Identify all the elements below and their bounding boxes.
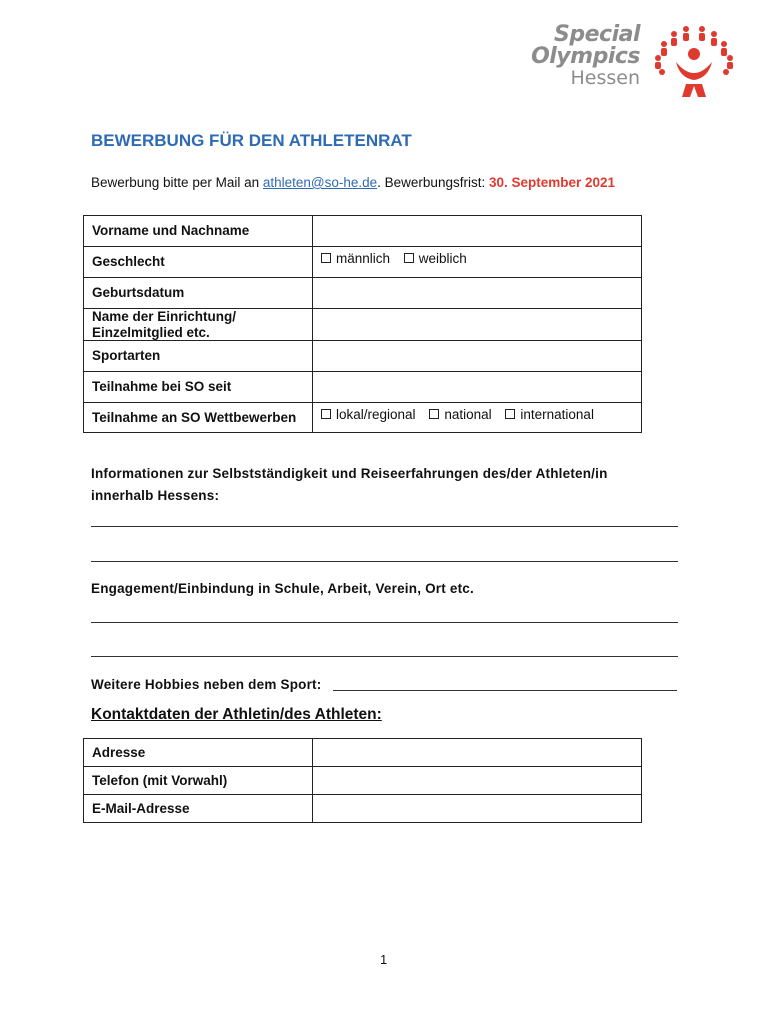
special-olympics-emblem-icon <box>646 22 742 100</box>
competition-option-national[interactable] <box>429 407 491 422</box>
address-field[interactable] <box>313 739 642 767</box>
field-label: Geburtsdatum <box>84 278 313 309</box>
intro-middle: . Bewerbungsfrist: <box>377 175 489 190</box>
logo-line-3: Hessen <box>570 67 640 89</box>
logo-text <box>531 24 640 88</box>
table-row <box>84 739 642 767</box>
gender-option-female[interactable] <box>404 251 467 266</box>
intro-prefix: Bewerbung bitte per Mail an <box>91 175 263 190</box>
checkbox-icon[interactable] <box>505 409 515 419</box>
table-row <box>84 341 642 372</box>
field-label: Vorname und Nachname <box>84 216 313 247</box>
participation-since-field[interactable] <box>313 372 642 403</box>
option-label: international <box>520 407 594 423</box>
checkbox-icon[interactable] <box>321 253 331 263</box>
independence-question: Informationen zur Selbstständigkeit und Reiseerfahrungen des/der Athleten/in innerhalb Hessens: <box>91 466 608 503</box>
gender-option-male[interactable] <box>321 251 390 266</box>
hobbies-question: Weitere Hobbies neben dem Sport: <box>91 677 322 692</box>
email-link[interactable]: athleten@so-he.de <box>262 175 378 190</box>
email-field[interactable] <box>313 795 642 823</box>
engagement-question: Engagement/Einbindung in Schule, Arbeit, Verein, Ort etc. <box>91 581 474 596</box>
competitions-field <box>313 403 642 433</box>
table-row <box>84 372 642 403</box>
table-row <box>84 403 642 433</box>
intro-text <box>91 175 615 190</box>
option-label: national <box>444 407 492 423</box>
field-label: Sportarten <box>84 341 313 372</box>
deadline: 30. September 2021 <box>488 175 616 190</box>
competition-option-local[interactable] <box>321 407 416 422</box>
table-row <box>84 216 642 247</box>
answer-line[interactable] <box>91 656 678 657</box>
logo-line-1: Special <box>554 22 640 47</box>
field-label: Adresse <box>84 739 313 767</box>
name-field[interactable] <box>313 216 642 247</box>
birthdate-field[interactable] <box>313 278 642 309</box>
page-number: 1 <box>380 952 388 967</box>
contact-table <box>83 738 642 823</box>
answer-line[interactable] <box>91 561 678 562</box>
table-row <box>84 795 642 823</box>
field-label: Teilnahme an SO Wettbewerben <box>84 403 313 433</box>
field-label: E-Mail-Adresse <box>84 795 313 823</box>
contact-heading: Kontaktdaten der Athletin/des Athleten: <box>91 706 382 723</box>
competition-option-international[interactable] <box>505 407 594 422</box>
field-label: Name der Einrichtung/ Einzelmitglied etc. <box>84 309 313 341</box>
option-label: männlich <box>336 251 391 266</box>
checkbox-icon[interactable] <box>429 409 439 419</box>
field-label: Telefon (mit Vorwahl) <box>84 767 313 795</box>
option-label: weiblich <box>418 251 467 266</box>
answer-line[interactable] <box>91 526 678 527</box>
institution-field[interactable] <box>313 309 642 341</box>
checkbox-icon[interactable] <box>404 253 414 263</box>
table-row <box>84 278 642 309</box>
special-olympics-hessen-logo <box>512 22 742 100</box>
option-label: lokal/regional <box>336 407 416 423</box>
table-row <box>84 247 642 278</box>
page-title: BEWERBUNG FÜR DEN ATHLETENRAT <box>91 131 412 150</box>
applicant-table <box>83 215 642 433</box>
field-label: Teilnahme bei SO seit <box>84 372 313 403</box>
logo-line-2: Olympics <box>531 44 640 69</box>
hobbies-answer-line[interactable] <box>333 690 677 691</box>
sports-field[interactable] <box>313 341 642 372</box>
field-label: Geschlecht <box>84 247 313 278</box>
answer-line[interactable] <box>91 622 678 623</box>
table-row <box>84 309 642 341</box>
phone-field[interactable] <box>313 767 642 795</box>
checkbox-icon[interactable] <box>321 409 331 419</box>
gender-field <box>313 247 642 278</box>
table-row <box>84 767 642 795</box>
